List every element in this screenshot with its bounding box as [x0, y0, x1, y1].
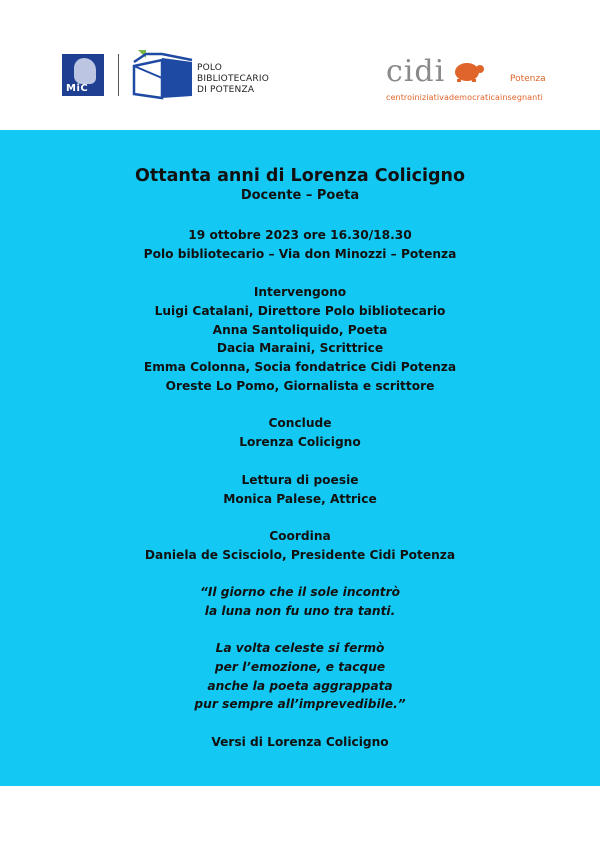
- cidi-city: Potenza: [510, 74, 546, 84]
- speaker-3: Dacia Maraini, Scrittrice: [216, 341, 384, 355]
- verses-credit: Versi di Lorenza Colicigno: [211, 735, 389, 749]
- coord-heading: Coordina: [269, 529, 331, 543]
- speakers-heading: Intervengono: [253, 285, 347, 299]
- event-title: Ottanta anni di Lorenza Colicigno: [134, 166, 466, 186]
- polo-line-3: DI POTENZA: [197, 85, 255, 95]
- cidi-wordmark: cidi: [386, 54, 446, 89]
- speaker-1: Luigi Catalani, Direttore Polo bibliotecario: [154, 304, 446, 318]
- event-venue: Polo bibliotecario – Via don Minozzi – Potenza: [143, 247, 457, 261]
- mic-logo: [62, 54, 104, 96]
- speaker-2: Anna Santoliquido, Poeta: [212, 323, 388, 337]
- mic-head-icon: [74, 58, 96, 84]
- cidi-sub-4: insegnanti: [500, 93, 543, 102]
- turtle-icon: [452, 60, 486, 82]
- speaker-4: Emma Colonna, Socia fondatrice Cidi Potenza: [143, 360, 457, 374]
- cidi-sub-3: democratica: [448, 93, 501, 102]
- cidi-subtitle: [386, 93, 543, 102]
- event-panel: [0, 130, 600, 786]
- header-logos: [0, 0, 600, 130]
- polo-building-icon: [128, 48, 194, 100]
- mic-label: MiC: [66, 83, 89, 94]
- reading-name: Monica Palese, Attrice: [223, 492, 377, 506]
- event-datetime: 19 ottobre 2023 ore 16.30/18.30: [188, 228, 412, 242]
- conclusion-heading: Conclude: [268, 416, 332, 430]
- poem-line-1: “Il giorno che il sole incontrò: [199, 585, 401, 599]
- speaker-5: Oreste Lo Pomo, Giornalista e scrittore: [165, 379, 435, 393]
- reading-heading: Lettura di poesie: [241, 473, 359, 487]
- event-subtitle: Docente – Poeta: [240, 188, 360, 203]
- cidi-sub-2: iniziativa: [412, 93, 449, 102]
- cidi-sub-1: centro: [386, 93, 413, 102]
- logo-divider: [118, 54, 119, 96]
- poem-line-2: la luna non fu uno tra tanti.: [204, 604, 396, 618]
- poem-line-4: per l’emozione, e tacque: [214, 660, 386, 674]
- conclusion-name: Lorenza Colicigno: [239, 435, 361, 449]
- coord-name: Daniela de Scisciolo, Presidente Cidi Potenza: [144, 548, 456, 562]
- poem-line-3: La volta celeste si fermò: [215, 641, 385, 655]
- poem-line-6: pur sempre all’imprevedibile.”: [194, 697, 406, 711]
- polo-line-1: POLO: [197, 63, 223, 73]
- polo-line-2: BIBLIOTECARIO: [197, 74, 269, 84]
- polo-logo-text: [197, 63, 269, 96]
- poem-line-5: anche la poeta aggrappata: [207, 679, 393, 693]
